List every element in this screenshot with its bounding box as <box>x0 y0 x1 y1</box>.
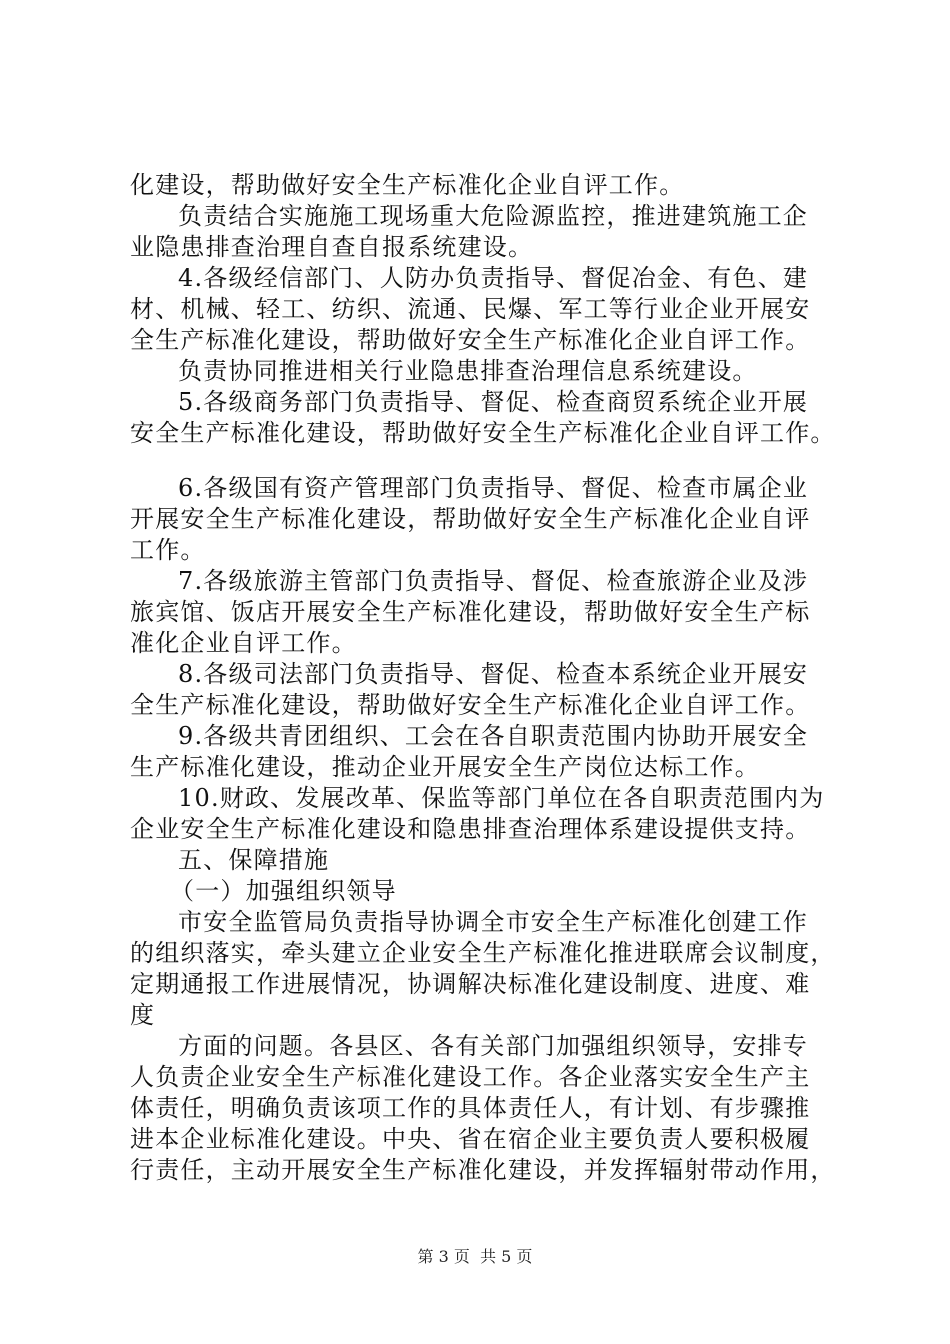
paragraph-first-line: 负责结合实施施工现场重大危险源监控，推进建筑施工企 <box>178 202 808 230</box>
paragraph-first-line: 10.财政、发展改革、保监等部门单位在各自职责范围内为 <box>178 784 825 812</box>
paragraph <box>130 170 830 201</box>
paragraph-first-line: （一）加强组织领导 <box>170 877 397 905</box>
paragraph <box>130 387 836 449</box>
page-footer <box>0 1244 950 1267</box>
paragraph-line: 体责任，明确负责该项工作的具体责任人，有计划、有步骤推 <box>130 1094 811 1122</box>
paragraph <box>130 356 830 387</box>
paragraph <box>130 845 830 876</box>
paragraph-line: 材、机械、轻工、纺织、流通、民爆、军工等行业企业开展安 <box>130 295 811 323</box>
paragraph-gap <box>130 449 830 473</box>
paragraph-line: 企业安全生产标准化建设和隐患排查治理体系建设提供支持。 <box>130 815 811 843</box>
paragraph-line: 安全生产标准化建设，帮助做好安全生产标准化企业自评工作。 <box>130 419 836 447</box>
paragraph <box>130 473 830 566</box>
paragraph-line: 全生产标准化建设，帮助做好安全生产标准化企业自评工作。 <box>130 691 811 719</box>
paragraph-first-line: 4.各级经信部门、人防办负责指导、督促冶金、有色、建 <box>178 264 809 292</box>
document-body <box>130 170 836 1186</box>
paragraph <box>130 783 830 845</box>
paragraph-first-line: 方面的问题。各县区、各有关部门加强组织领导，安排专 <box>178 1032 808 1060</box>
paragraph-line: 度 <box>130 1001 156 1029</box>
paragraph-line: 旅宾馆、饭店开展安全生产标准化建设，帮助做好安全生产标 <box>130 598 811 626</box>
paragraph-first-line: 9.各级共青团组织、工会在各自职责范围内协助开展安全 <box>178 722 809 750</box>
paragraph-first-line: 化建设，帮助做好安全生产标准化企业自评工作。 <box>130 171 685 199</box>
paragraph-first-line: 五、保障措施 <box>178 846 330 874</box>
paragraph-line: 全生产标准化建设，帮助做好安全生产标准化企业自评工作。 <box>130 326 811 354</box>
paragraph-line: 开展安全生产标准化建设，帮助做好安全生产标准化企业自评 <box>130 505 811 533</box>
paragraph-line: 定期通报工作进展情况，协调解决标准化建设制度、进度、难 <box>130 970 811 998</box>
paragraph-first-line: 5.各级商务部门负责指导、督促、检查商贸系统企业开展 <box>178 388 809 416</box>
paragraph-line: 准化企业自评工作。 <box>130 629 357 657</box>
paragraph <box>130 201 830 263</box>
paragraph <box>130 263 830 356</box>
page-number-text: 第 3 页 共 5 页 <box>417 1247 533 1266</box>
paragraph <box>130 876 830 907</box>
paragraph-first-line: 8.各级司法部门负责指导、督促、检查本系统企业开展安 <box>178 660 809 688</box>
paragraph-line: 业隐患排查治理自查自报系统建设。 <box>130 233 534 261</box>
paragraph-line: 人负责企业安全生产标准化建设工作。各企业落实安全生产主 <box>130 1063 811 1091</box>
paragraph-line: 进本企业标准化建设。中央、省在宿企业主要负责人要积极履 <box>130 1125 811 1153</box>
paragraph <box>130 721 830 783</box>
paragraph-first-line: 6.各级国有资产管理部门负责指导、督促、检查市属企业 <box>178 474 809 502</box>
paragraph-first-line: 市安全监管局负责指导协调全市安全生产标准化创建工作 <box>178 908 808 936</box>
paragraph <box>130 1031 836 1186</box>
paragraph <box>130 566 830 659</box>
paragraph-line: 工作。 <box>130 536 206 564</box>
paragraph <box>130 659 830 721</box>
paragraph <box>130 907 836 1031</box>
paragraph-line: 生产标准化建设，推动企业开展安全生产岗位达标工作。 <box>130 753 760 781</box>
paragraph-line: 的组织落实，牵头建立企业安全生产标准化推进联席会议制度， <box>130 939 836 967</box>
paragraph-first-line: 7.各级旅游主管部门负责指导、督促、检查旅游企业及涉 <box>178 567 809 595</box>
paragraph-line: 行责任，主动开展安全生产标准化建设，并发挥辐射带动作用， <box>130 1156 836 1184</box>
paragraph-first-line: 负责协同推进相关行业隐患排查治理信息系统建设。 <box>178 357 758 385</box>
